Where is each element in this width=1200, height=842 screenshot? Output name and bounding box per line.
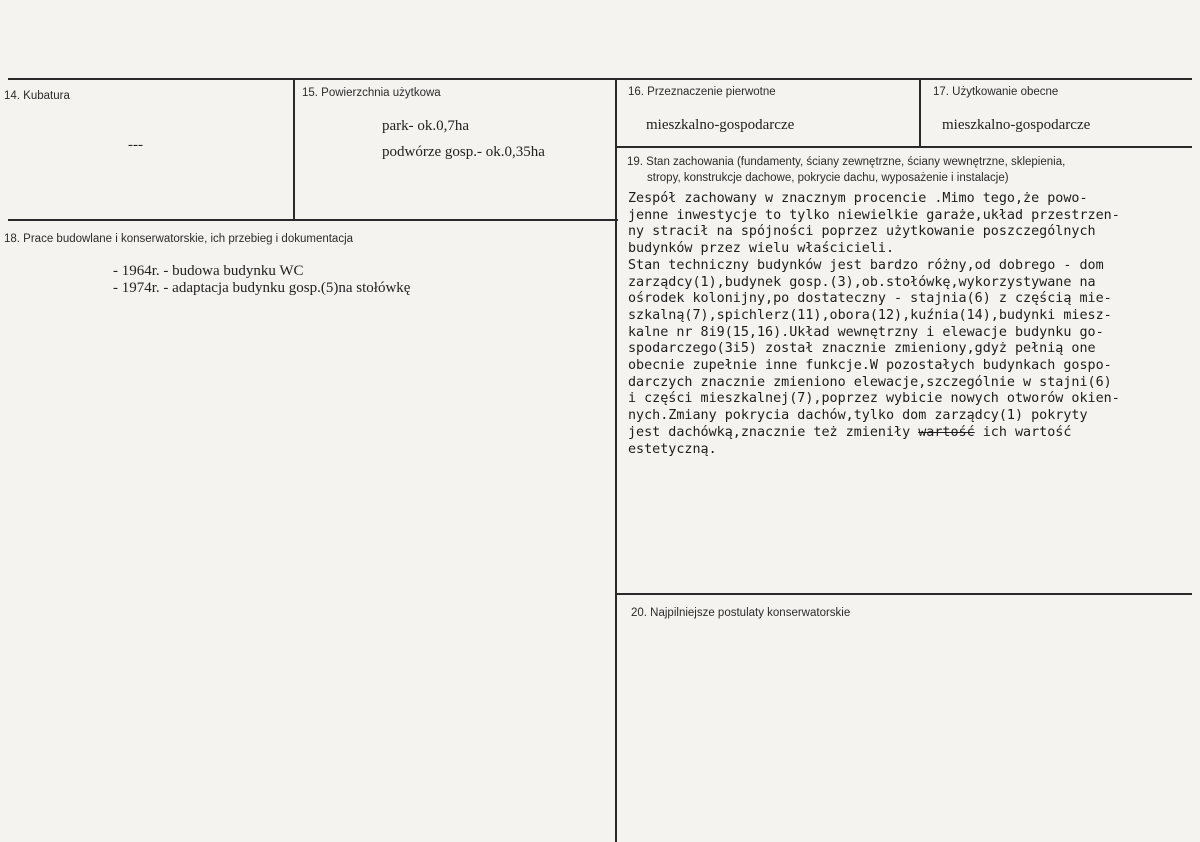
field-15-line-1: park- ok.0,7ha [382, 118, 470, 134]
field-19-label-line-2: stropy, konstrukcje dachowe, pokrycie dachu, wyposażenie i instalacje) [647, 172, 1009, 184]
line-15-text-after: ich wartość [974, 424, 1072, 440]
field-17-label: 17. Użytkowanie obecne [933, 86, 1059, 98]
divider-left-right [615, 79, 617, 842]
field-19-line-3: ny stracił na spójności poprzez użytkowanie poszczególnych [628, 224, 1096, 240]
divider-14-15 [293, 79, 295, 220]
field-20-label: 20. Najpilniejsze postulaty konserwatorskie [631, 607, 851, 619]
line-15-text-before: jest dachówką,znacznie też zmieniły [628, 424, 919, 440]
field-19-line-9: kalne nr 8i9(15,16).Układ wewnętrzny i elewacje budynku go- [628, 324, 1104, 340]
field-19-line-5: Stan techniczny budynków jest bardzo różny,od dobrego - dom [628, 257, 1104, 273]
divider-16-17 [919, 79, 921, 147]
field-19-label-line-1: 19. Stan zachowania (fundamenty, ściany zewnętrzne, ściany wewnętrzne, sklepienia, [627, 156, 1066, 168]
field-19-line-12: darczych znacznie zmieniono elewacje,szczególnie w stajni(6) [628, 374, 1112, 390]
field-18-line-2: - 1974r. - adaptacja budynku gosp.(5)na stołówkę [113, 280, 411, 296]
field-19-line-16: estetyczną. [628, 441, 717, 457]
field-14-value: --- [128, 137, 143, 153]
field-18-line-1: - 1964r. - budowa budynku WC [113, 263, 304, 279]
rule-below-16-17 [617, 146, 1192, 148]
rule-below-19 [617, 593, 1192, 595]
field-19-line-2: jenne inwestycje to tylko niewielkie garaże,układ przestrzen- [628, 207, 1120, 223]
top-rule [8, 78, 1192, 80]
field-16-label: 16. Przeznaczenie pierwotne [628, 86, 776, 98]
field-19-line-14: nych.Zmiany pokrycia dachów,tylko dom zarządcy(1) pokryty [628, 408, 1088, 424]
field-19-line-4: budynków przez wielu właścicieli. [628, 241, 895, 257]
field-17-value: mieszkalno-gospodarcze [942, 117, 1091, 133]
field-19-line-15 [628, 425, 1071, 442]
field-19-line-1: Zespół zachowany w znacznym procencie .Mimo tego,że powo- [628, 191, 1088, 206]
field-19-line-6: zarządcy(1),budynek gosp.(3),ob.stołówkę,wykorzystywane na [628, 274, 1096, 290]
field-19-line-10: spodarczego(3i5) został znacznie zmieniony,gdyż pełnią one [628, 341, 1096, 357]
rule-below-15 [8, 219, 618, 221]
field-18-label: 18. Prace budowlane i konserwatorskie, ich przebieg i dokumentacja [4, 233, 354, 245]
field-15-line-2: podwórze gosp.- ok.0,35ha [382, 144, 545, 160]
field-16-value: mieszkalno-gospodarcze [646, 117, 795, 133]
field-15-label: 15. Powierzchnia użytkowa [302, 87, 441, 99]
struck-word: wartość [918, 424, 975, 440]
field-19-line-8: szkalną(7),spichlerz(11),obora(12),kuźnia(14),budynki miesz- [628, 307, 1112, 323]
field-19-line-7: ośrodek kolonijny,po dostateczny - stajnia(6) z częścią mie- [628, 291, 1112, 307]
field-19-line-13: i części mieszkalnej(7),poprzez wybicie nowych otworów okien- [628, 391, 1120, 407]
field-19-line-11: obecnie zupełnie inne funkcje.W pozostałych budynkach gospo- [628, 358, 1112, 373]
field-14-label: 14. Kubatura [4, 90, 70, 102]
